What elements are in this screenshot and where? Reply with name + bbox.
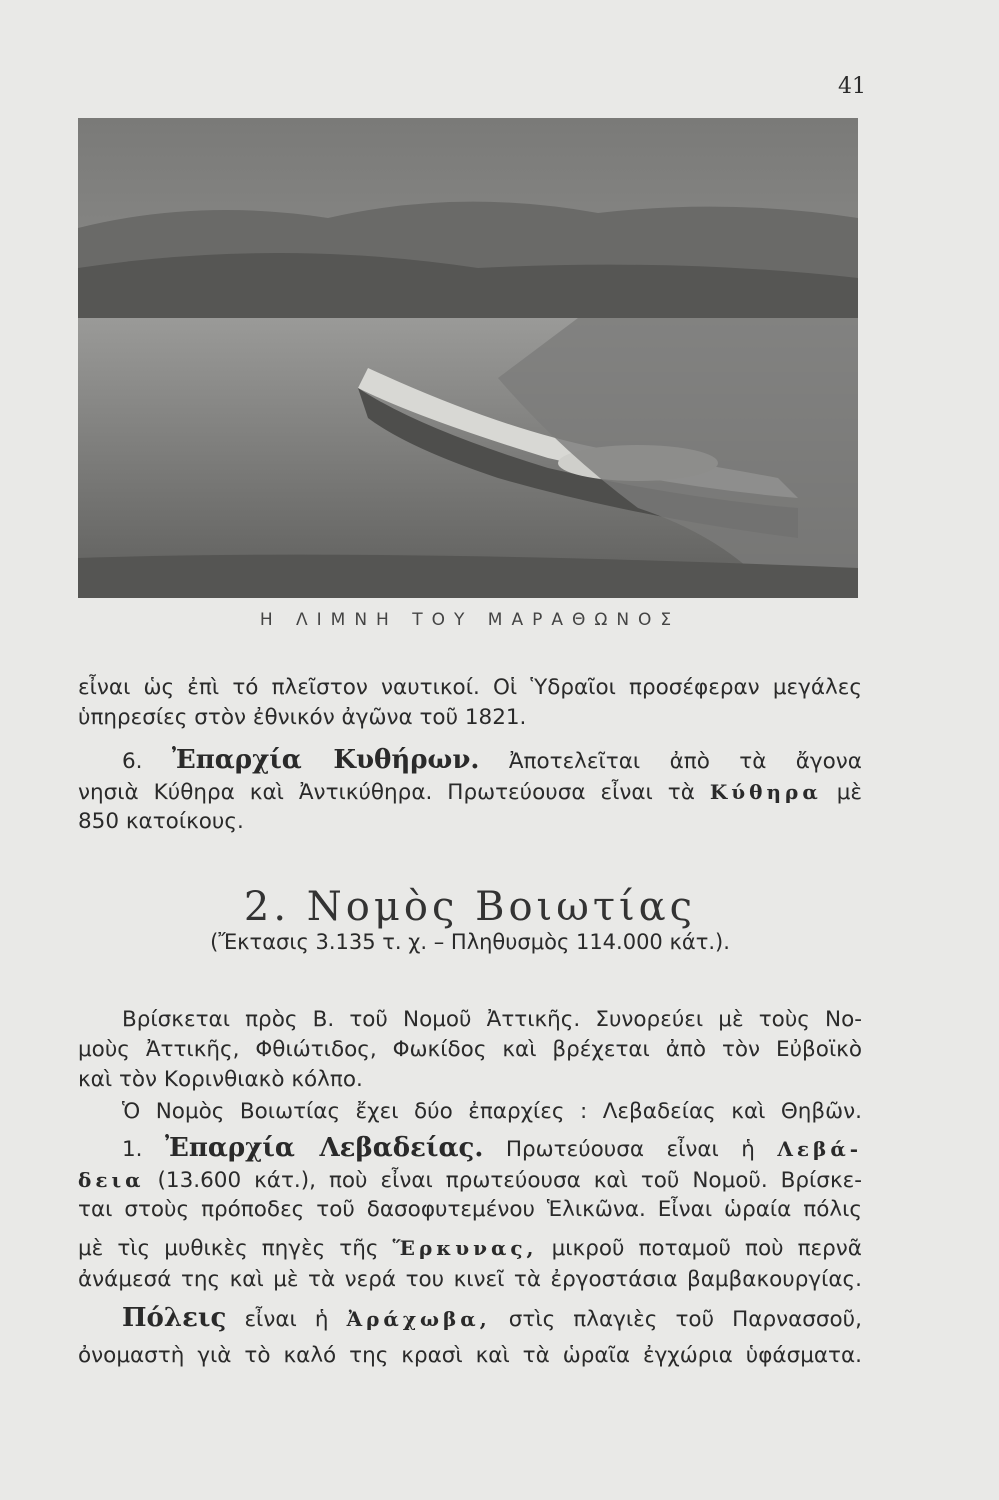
para2-line3: 850 κατοίκους. xyxy=(78,809,244,834)
para5-line2 xyxy=(78,1166,862,1195)
section-subtitle: (Ἔκτασις 3.135 τ. χ. – Πληθυσμὸς 114.000 κάτ.). xyxy=(210,930,730,954)
para5-text: Πρωτεύουσα εἶναι ἡ xyxy=(505,1137,755,1162)
para3-line2: μοὺς Ἀττικῆς, Φθιώτιδος, Φωκίδος καὶ βρέχεται ἀπὸ τὸν Εὐβοϊκὸ xyxy=(78,1037,862,1062)
para2-text: μὲ xyxy=(836,780,862,805)
para5-line5: ἀνάμεσά της καὶ μὲ τὰ νερά του κινεῖ τὰ ἐργοστάσια βαμβακουργίας. xyxy=(78,1267,862,1292)
figure-caption: Η ΛΙΜΝΗ ΤΟΥ ΜΑΡΑΘΩΝΟΣ xyxy=(259,610,681,630)
para5-number: 1. xyxy=(122,1137,143,1162)
para6-heading: Πόλεις xyxy=(122,1303,227,1333)
para2-text: νησιὰ Κύθηρα καὶ Ἀντικύθηρα. Πρωτεύουσα εἶναι τὰ xyxy=(78,780,695,805)
para5-text: μὲ τὶς μυθικὲς πηγὲς τῆς xyxy=(78,1236,379,1261)
para2-number: 6. xyxy=(122,749,143,774)
lake-marathon-photo xyxy=(78,118,858,598)
para6-line2: ὀνομαστὴ γιὰ τὸ καλό της κρασὶ καὶ τὰ ὡραῖα ἐγχώρια ὑφάσματα. xyxy=(78,1343,862,1368)
para6-text: στὶς πλαγιὲς τοῦ Παρνασσοῦ, xyxy=(508,1307,862,1332)
para6-line1 xyxy=(78,1304,862,1334)
para2-line1 xyxy=(78,746,862,776)
section-title: 2. Νομὸς Βοιωτίας xyxy=(243,884,697,930)
kythira-emphasis: Κύθηρα xyxy=(709,780,822,804)
para5-text: (13.600 κάτ.), ποὺ εἶναι πρωτεύουσα καὶ τοῦ Νομοῦ. Βρίσκε- xyxy=(157,1168,862,1193)
para2-line2 xyxy=(78,778,862,807)
para5-line3: ται στοὺς πρόποδες τοῦ δασοφυτεμένου Ἑλικῶνα. Εἶναι ὡραία πόλις xyxy=(78,1197,862,1222)
para5-heading: Ἐπαρχία Λεβαδείας. xyxy=(164,1133,484,1163)
levadeia-emphasis: Λεβά- xyxy=(777,1137,863,1161)
para2-text: Ἀποτελεῖται ἀπὸ τὰ ἄγονα xyxy=(508,749,862,774)
para1-line2: ὑπηρεσίες στὸν ἐθνικόν ἀγῶνα τοῦ 1821. xyxy=(78,705,527,730)
para5-line4 xyxy=(78,1234,862,1263)
para2-heading: Ἐπαρχία Κυθήρων. xyxy=(171,745,480,775)
levadeia-emphasis: δεια xyxy=(78,1168,145,1192)
para3-line3: καὶ τὸν Κορινθιακὸ κόλπο. xyxy=(78,1067,363,1092)
para5-text: μικροῦ ποταμοῦ ποὺ περνᾶ xyxy=(551,1236,862,1261)
para1-line1: εἶναι ὡς ἐπὶ τό πλεῖστον ναυτικοί. Οἱ Ὑδραῖοι προσέφεραν μεγάλες xyxy=(78,675,862,700)
para4-line1: Ὁ Νομὸς Βοιωτίας ἔχει δύο ἐπαρχίες : Λεβαδείας καὶ Θηβῶν. xyxy=(122,1099,862,1124)
erkyna-emphasis: Ἕρκυνας, xyxy=(392,1236,538,1260)
para5-line1 xyxy=(78,1134,862,1164)
para3-line1: Βρίσκεται πρὸς Β. τοῦ Νομοῦ Ἀττικῆς. Συνορεύει μὲ τοὺς Νο- xyxy=(122,1007,862,1032)
arachova-emphasis: Ἀράχωβα, xyxy=(346,1307,491,1331)
page-number: 41 xyxy=(838,74,866,99)
para6-text: εἶναι ἡ xyxy=(244,1307,329,1332)
